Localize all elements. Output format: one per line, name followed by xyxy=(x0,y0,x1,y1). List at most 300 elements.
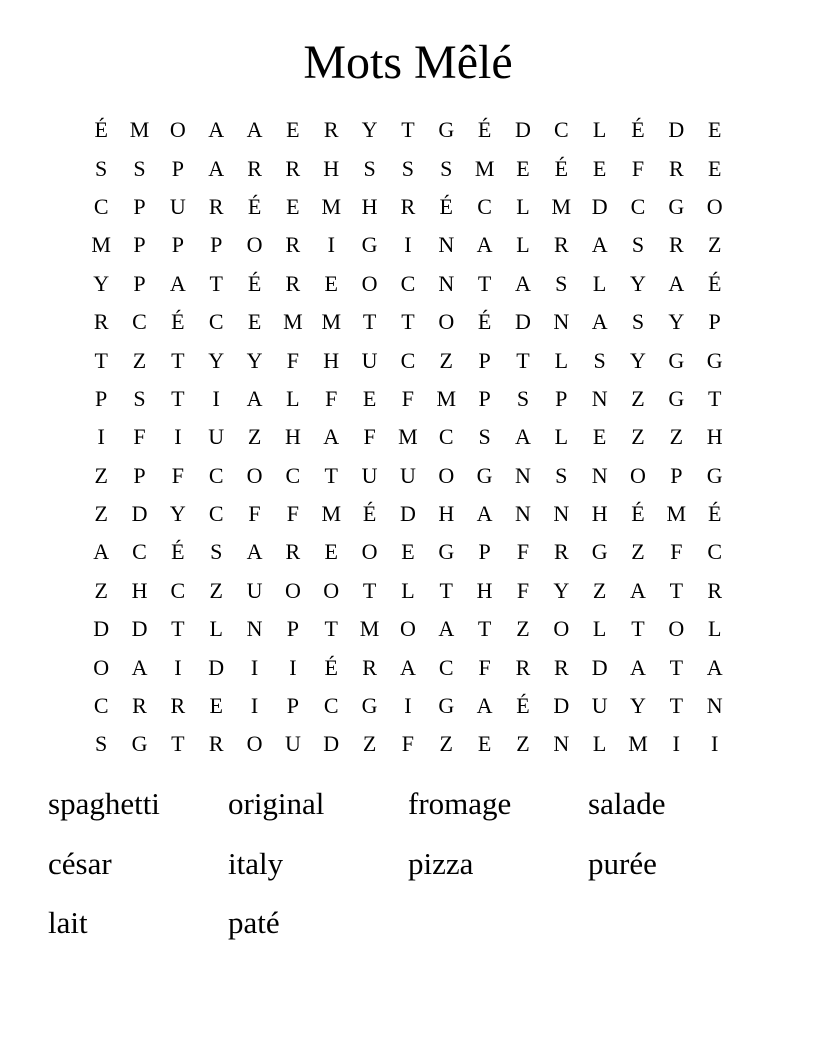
grid-letter: É xyxy=(477,309,492,335)
grid-letter: H xyxy=(323,347,340,373)
grid-letter: F xyxy=(133,424,146,450)
grid-letter: L xyxy=(401,577,415,603)
grid-letter: T xyxy=(707,385,722,411)
grid-letter: E xyxy=(477,731,492,757)
grid-letter: D xyxy=(591,654,608,680)
grid-letter: T xyxy=(631,616,645,642)
grid-letter: Y xyxy=(630,693,646,719)
grid-letter: I xyxy=(212,385,220,411)
page-title: Mots Mêlé xyxy=(303,36,513,89)
grid-letter: S xyxy=(95,731,108,757)
grid-letter: Z xyxy=(439,731,453,757)
grid-letter: N xyxy=(706,693,723,719)
grid-letter: Y xyxy=(361,117,378,143)
grid-letter: F xyxy=(248,501,261,527)
grid-letter: E xyxy=(286,193,300,219)
grid-letter: A xyxy=(399,654,416,680)
word-list-item: purée xyxy=(588,845,657,881)
grid-letter: F xyxy=(286,501,300,527)
word-list-item: lait xyxy=(48,905,88,940)
grid-letter: T xyxy=(669,654,684,680)
grid-letter: É xyxy=(477,117,492,143)
grid-letter: Y xyxy=(553,577,570,603)
grid-letter: G xyxy=(361,693,378,719)
grid-letter: I xyxy=(97,424,105,450)
grid-letter: F xyxy=(516,539,530,565)
grid-letter: A xyxy=(591,309,608,335)
grid-letter: É xyxy=(707,270,722,296)
grid-letter: S xyxy=(593,347,606,373)
grid-letter: H xyxy=(438,501,455,527)
grid-letter: D xyxy=(553,693,570,719)
grid-row xyxy=(82,457,734,495)
grid-letter: R xyxy=(553,539,569,565)
grid-letter: P xyxy=(286,693,300,719)
grid-letter: O xyxy=(668,616,685,642)
grid-letter: E xyxy=(707,155,722,181)
grid-letter: O xyxy=(246,462,263,488)
grid-row xyxy=(82,149,734,187)
grid-letter: I xyxy=(174,654,182,680)
grid-letter: T xyxy=(209,270,223,296)
grid-letter: L xyxy=(592,117,607,143)
grid-letter: Z xyxy=(362,731,377,757)
grid-letter: G xyxy=(361,232,378,258)
grid-letter: Z xyxy=(516,731,530,757)
grid-letter: O xyxy=(323,577,340,603)
grid-letter: R xyxy=(400,193,416,219)
grid-letter: M xyxy=(436,385,457,411)
grid-letter: U xyxy=(284,731,301,757)
grid-letter: É xyxy=(171,539,185,565)
grid-letter: F xyxy=(286,347,300,373)
grid-row xyxy=(82,418,734,456)
grid-letter: N xyxy=(438,270,455,296)
grid-letter: M xyxy=(628,731,648,757)
grid-letter: O xyxy=(438,462,455,488)
grid-letter: A xyxy=(169,270,186,296)
grid-letter: I xyxy=(404,693,412,719)
grid-letter: A xyxy=(323,424,340,450)
grid-letter: E xyxy=(592,424,607,450)
grid-letter: R xyxy=(208,731,224,757)
grid-letter: Y xyxy=(93,270,110,296)
grid-row xyxy=(82,495,734,533)
word-search-grid xyxy=(82,111,734,764)
grid-letter: P xyxy=(133,462,146,488)
grid-letter: P xyxy=(95,385,108,411)
grid-row xyxy=(82,725,734,763)
grid-letter: G xyxy=(476,462,493,488)
grid-letter: M xyxy=(359,616,380,642)
word-list xyxy=(48,780,768,959)
grid-letter: R xyxy=(668,232,684,258)
grid-letter: D xyxy=(131,501,148,527)
grid-letter: E xyxy=(362,385,377,411)
grid-letter: T xyxy=(401,117,415,143)
grid-letter: C xyxy=(400,270,416,296)
grid-letter: Z xyxy=(669,424,684,450)
grid-letter: C xyxy=(553,117,569,143)
grid-letter: N xyxy=(553,731,570,757)
grid-letter: E xyxy=(516,155,530,181)
grid-letter: M xyxy=(283,309,303,335)
grid-letter: L xyxy=(707,616,722,642)
grid-letter: O xyxy=(399,616,416,642)
grid-row xyxy=(82,533,734,571)
grid-row xyxy=(82,610,734,648)
grid-letter: R xyxy=(362,654,377,680)
grid-letter: I xyxy=(711,731,719,757)
grid-letter: F xyxy=(325,385,338,411)
grid-letter: D xyxy=(208,654,225,680)
word-list-item: césar xyxy=(48,845,112,881)
grid-letter: C xyxy=(208,309,224,335)
grid-letter: P xyxy=(133,193,146,219)
grid-letter: Z xyxy=(247,424,262,450)
grid-letter: T xyxy=(171,347,185,373)
grid-letter: R xyxy=(170,693,186,719)
grid-letter: D xyxy=(323,731,340,757)
grid-letter: H xyxy=(706,424,723,450)
grid-letter: P xyxy=(555,385,568,411)
grid-letter: Z xyxy=(209,577,223,603)
grid-letter: N xyxy=(553,501,570,527)
grid-letter: A xyxy=(246,117,263,143)
grid-letter: A xyxy=(208,117,225,143)
grid-letter: R xyxy=(285,155,301,181)
grid-letter: E xyxy=(401,539,415,565)
grid-letter: A xyxy=(208,155,225,181)
grid-letter: Z xyxy=(631,424,645,450)
grid-letter: I xyxy=(289,654,297,680)
grid-letter: G xyxy=(668,193,685,219)
grid-letter: É xyxy=(554,155,569,181)
grid-letter: S xyxy=(95,155,108,181)
grid-letter: S xyxy=(133,385,146,411)
grid-letter: O xyxy=(553,616,570,642)
grid-letter: A xyxy=(246,385,263,411)
grid-letter: Z xyxy=(631,385,645,411)
grid-letter: U xyxy=(591,693,608,719)
grid-letter: C xyxy=(400,347,416,373)
grid-letter: S xyxy=(133,155,146,181)
grid-letter: R xyxy=(132,693,147,719)
grid-letter: O xyxy=(361,539,378,565)
grid-letter: N xyxy=(246,616,263,642)
grid-row xyxy=(82,265,734,303)
grid-letter: I xyxy=(250,654,259,680)
grid-letter: A xyxy=(515,424,531,450)
grid-letter: L xyxy=(286,385,300,411)
grid-letter: I xyxy=(404,232,412,258)
word-list-item: italy xyxy=(228,845,284,881)
grid-letter: F xyxy=(478,654,491,680)
grid-letter: P xyxy=(478,539,491,565)
grid-letter: P xyxy=(133,232,146,258)
grid-letter: R xyxy=(247,155,262,181)
grid-letter: P xyxy=(171,155,184,181)
grid-letter: L xyxy=(554,424,569,450)
grid-letter: G xyxy=(131,731,148,757)
grid-letter: F xyxy=(631,155,645,181)
grid-letter: G xyxy=(438,539,455,565)
grid-letter: L xyxy=(516,232,530,258)
grid-letter: P xyxy=(670,462,683,488)
grid-row xyxy=(82,111,734,149)
grid-letter: R xyxy=(323,117,339,143)
grid-letter: E xyxy=(286,117,300,143)
grid-letter: C xyxy=(170,577,186,603)
grid-letter: C xyxy=(438,654,454,680)
grid-letter: C xyxy=(707,539,723,565)
grid-letter: Z xyxy=(94,501,108,527)
grid-letter: Y xyxy=(246,347,263,373)
grid-letter: É xyxy=(631,501,645,527)
grid-letter: E xyxy=(247,309,262,335)
grid-letter: O xyxy=(169,117,186,143)
grid-letter: T xyxy=(171,385,185,411)
grid-letter: G xyxy=(668,347,685,373)
grid-letter: O xyxy=(284,577,301,603)
grid-letter: N xyxy=(438,232,455,258)
grid-letter: L xyxy=(516,193,530,219)
grid-letter: Y xyxy=(630,347,646,373)
grid-letter: É xyxy=(516,693,530,719)
grid-letter: L xyxy=(209,616,223,642)
grid-letter: É xyxy=(94,117,108,143)
grid-letter: N xyxy=(515,462,531,488)
grid-letter: A xyxy=(706,654,723,680)
grid-letter: É xyxy=(631,117,645,143)
grid-letter: R xyxy=(707,577,723,603)
word-list-item: spaghetti xyxy=(48,786,160,821)
grid-letter: Z xyxy=(592,577,607,603)
grid-letter: É xyxy=(439,193,453,219)
grid-letter: A xyxy=(476,501,493,527)
grid-letter: G xyxy=(591,539,608,565)
grid-letter: Z xyxy=(439,347,453,373)
grid-letter: C xyxy=(208,501,224,527)
grid-letter: T xyxy=(362,309,377,335)
word-list-item: fromage xyxy=(408,786,512,821)
grid-letter: C xyxy=(323,693,339,719)
grid-letter: U xyxy=(399,462,416,488)
grid-letter: M xyxy=(321,193,342,219)
grid-letter: T xyxy=(477,616,492,642)
grid-letter: A xyxy=(515,270,531,296)
grid-letter: F xyxy=(670,539,683,565)
grid-letter: P xyxy=(478,347,491,373)
grid-letter: C xyxy=(132,539,147,565)
grid-letter: L xyxy=(592,270,607,296)
grid-letter: T xyxy=(439,577,453,603)
grid-letter: E xyxy=(592,155,607,181)
grid-letter: E xyxy=(707,117,722,143)
grid-letter: S xyxy=(401,155,415,181)
grid-letter: S xyxy=(478,424,491,450)
grid-letter: S xyxy=(555,462,568,488)
grid-letter: N xyxy=(591,462,608,488)
grid-letter: M xyxy=(666,501,687,527)
grid-letter: S xyxy=(363,155,376,181)
grid-letter: I xyxy=(327,232,335,258)
grid-letter: H xyxy=(361,193,378,219)
grid-letter: A xyxy=(131,654,148,680)
grid-letter: É xyxy=(707,501,722,527)
grid-letter: O xyxy=(93,654,110,680)
grid-letter: S xyxy=(210,539,223,565)
grid-letter: O xyxy=(706,193,723,219)
grid-letter: U xyxy=(208,424,225,450)
grid-letter: E xyxy=(209,693,223,719)
grid-letter: D xyxy=(131,616,148,642)
grid-letter: M xyxy=(474,155,495,181)
grid-letter: D xyxy=(93,616,110,642)
grid-letter: S xyxy=(440,155,453,181)
grid-letter: T xyxy=(362,577,377,603)
grid-letter: C xyxy=(93,193,109,219)
grid-letter: A xyxy=(476,232,493,258)
grid-letter: É xyxy=(247,193,262,219)
grid-letter: O xyxy=(246,232,263,258)
grid-letter: F xyxy=(401,385,415,411)
grid-letter: A xyxy=(246,539,263,565)
grid-letter: R xyxy=(668,155,684,181)
grid-letter: Y xyxy=(169,501,186,527)
grid-letter: T xyxy=(401,309,415,335)
grid-letter: Y xyxy=(630,270,646,296)
grid-letter: A xyxy=(476,693,493,719)
grid-letter: G xyxy=(438,117,455,143)
grid-letter: G xyxy=(668,385,685,411)
grid-letter: O xyxy=(630,462,646,488)
grid-letter: Z xyxy=(516,616,530,642)
grid-letter: I xyxy=(250,693,259,719)
grid-letter: M xyxy=(321,501,342,527)
grid-letter: P xyxy=(133,270,146,296)
grid-letter: D xyxy=(515,309,531,335)
grid-letter: U xyxy=(169,193,186,219)
grid-letter: D xyxy=(515,117,531,143)
grid-letter: P xyxy=(708,309,721,335)
grid-letter: G xyxy=(706,462,723,488)
grid-letter: S xyxy=(555,270,568,296)
grid-letter: É xyxy=(171,309,185,335)
grid-letter: L xyxy=(592,731,607,757)
word-list-item: paté xyxy=(228,905,280,940)
grid-letter: Z xyxy=(94,462,108,488)
grid-letter: Y xyxy=(208,347,225,373)
grid-letter: F xyxy=(171,462,184,488)
grid-letter: Z xyxy=(707,232,722,258)
grid-letter: C xyxy=(630,193,646,219)
grid-letter: T xyxy=(516,347,530,373)
grid-letter: T xyxy=(171,616,185,642)
grid-letter: U xyxy=(246,577,263,603)
grid-letter: P xyxy=(286,616,300,642)
grid-letter: P xyxy=(478,385,491,411)
grid-letter: T xyxy=(324,616,338,642)
grid-row xyxy=(82,188,734,226)
grid-row xyxy=(82,572,734,610)
grid-row xyxy=(82,303,734,341)
grid-letter: C xyxy=(208,462,224,488)
grid-row xyxy=(82,687,734,725)
word-list-item: salade xyxy=(588,786,666,821)
grid-letter: A xyxy=(591,232,608,258)
grid-letter: M xyxy=(321,309,342,335)
grid-letter: N xyxy=(553,309,570,335)
grid-letter: R xyxy=(515,654,531,680)
grid-letter: O xyxy=(438,309,455,335)
grid-row xyxy=(82,226,734,264)
grid-letter: M xyxy=(129,117,150,143)
grid-letter: R xyxy=(553,654,569,680)
grid-letter: S xyxy=(631,309,645,335)
grid-letter: D xyxy=(591,193,608,219)
grid-row xyxy=(82,648,734,686)
grid-letter: G xyxy=(438,693,455,719)
grid-letter: S xyxy=(516,385,530,411)
grid-letter: D xyxy=(668,117,685,143)
grid-letter: Z xyxy=(132,347,147,373)
grid-letter: R xyxy=(285,232,301,258)
grid-letter: Y xyxy=(668,309,685,335)
grid-letter: A xyxy=(630,654,646,680)
grid-letter: O xyxy=(361,270,378,296)
grid-letter: F xyxy=(401,731,415,757)
grid-letter: R xyxy=(285,539,301,565)
grid-letter: H xyxy=(476,577,493,603)
grid-letter: R xyxy=(93,309,109,335)
grid-letter: U xyxy=(361,462,378,488)
grid-letter: A xyxy=(630,577,646,603)
grid-letter: H xyxy=(323,155,340,181)
grid-letter: S xyxy=(631,232,645,258)
grid-letter: R xyxy=(208,193,224,219)
grid-letter: T xyxy=(94,347,108,373)
grid-letter: É xyxy=(324,654,338,680)
grid-row xyxy=(82,341,734,379)
grid-letter: D xyxy=(399,501,416,527)
grid-letter: N xyxy=(515,501,531,527)
grid-letter: R xyxy=(285,270,301,296)
grid-letter: M xyxy=(91,232,111,258)
grid-letter: T xyxy=(669,577,684,603)
grid-letter: L xyxy=(592,616,607,642)
grid-letter: E xyxy=(324,539,338,565)
grid-letter: A xyxy=(438,616,455,642)
grid-letter: T xyxy=(324,462,338,488)
grid-letter: T xyxy=(477,270,492,296)
grid-letter: É xyxy=(362,501,377,527)
grid-letter: C xyxy=(132,309,147,335)
grid-letter: E xyxy=(324,270,338,296)
grid-letter: T xyxy=(171,731,185,757)
grid-letter: C xyxy=(438,424,454,450)
grid-letter: H xyxy=(284,424,301,450)
grid-letter: I xyxy=(672,731,680,757)
grid-letter: O xyxy=(246,731,263,757)
grid-letter: H xyxy=(591,501,608,527)
grid-letter: R xyxy=(553,232,569,258)
grid-letter: N xyxy=(591,385,608,411)
grid-letter: U xyxy=(361,347,378,373)
grid-letter: G xyxy=(706,347,723,373)
grid-letter: L xyxy=(554,347,569,373)
grid-letter: F xyxy=(516,577,530,603)
